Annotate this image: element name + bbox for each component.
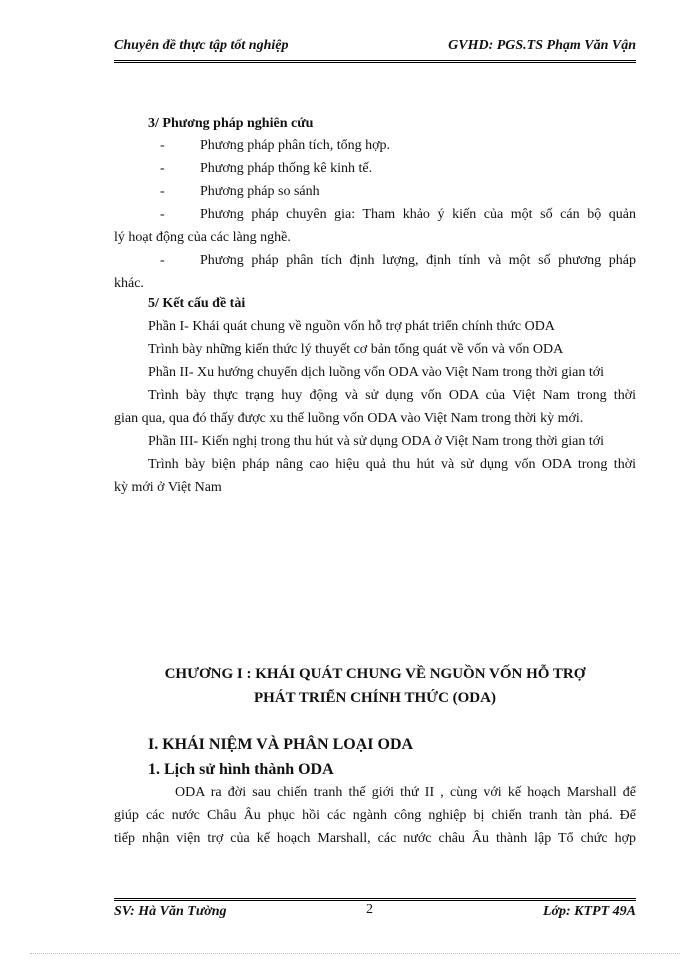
header-right: GVHD: PGS.TS Phạm Văn Vận	[448, 38, 636, 53]
list-item-continuation: khác.	[114, 276, 144, 291]
footer-right: Lớp: KTPT 49A	[542, 904, 636, 919]
structure-line: Trình bày thực trạng huy động và sử dụng vốn ODA của Việt Nam trong thời	[148, 388, 636, 403]
body-line: giúp các nước Châu Âu phục hồi các ngành công nghiệp bị chiến tranh tàn phá. Để	[114, 808, 636, 823]
footer-rule	[114, 898, 636, 901]
list-item: Phương pháp chuyên gia: Tham khảo ý kiến của một số cán bộ quản	[200, 207, 636, 222]
body-line: tiếp nhận viện trợ của kế hoạch Marshall, các nước châu Âu thành lập Tổ chức hợp	[114, 831, 636, 846]
page-edge-dotted-line	[30, 953, 680, 954]
section5-title: 5/ Kết cấu đề tài	[148, 296, 246, 311]
bullet-dash: -	[160, 138, 165, 153]
section3-title: 3/ Phương pháp nghiên cứu	[148, 116, 314, 131]
footer-left: SV: Hà Văn Tường	[114, 904, 227, 919]
bullet-dash: -	[160, 184, 165, 199]
page-header	[114, 38, 636, 60]
subsection-heading: 1. Lịch sử hình thành ODA	[148, 761, 334, 778]
list-item: Phương pháp phân tích định lượng, định tính và một số phương pháp	[200, 253, 636, 268]
structure-line: Phần I- Khái quát chung về nguồn vốn hỗ trợ phát triển chính thức ODA	[148, 319, 555, 334]
structure-line: gian qua, qua đó thấy được xu thế luồng vốn ODA vào Việt Nam trong thời kỳ mới.	[114, 411, 584, 426]
chapter-title-line2: PHÁT TRIỂN CHÍNH THỨC (ODA)	[254, 690, 496, 706]
body-line: ODA ra đời sau chiến tranh thế giới thứ II , cùng với kế hoạch Marshall để	[175, 785, 636, 800]
header-rule	[114, 60, 636, 63]
list-item: Phương pháp thống kê kinh tế.	[200, 161, 373, 176]
list-item: Phương pháp so sánh	[200, 184, 320, 199]
header-left: Chuyên đề thực tập tốt nghiệp	[114, 38, 289, 53]
bullet-dash: -	[160, 253, 165, 268]
bullet-dash: -	[160, 207, 165, 222]
structure-line: Phần II- Xu hướng chuyển dịch luồng vốn ODA vào Việt Nam trong thời gian tới	[148, 365, 605, 380]
structure-line: kỳ mới ở Việt Nam	[114, 480, 222, 495]
bullet-dash: -	[160, 161, 165, 176]
list-item-continuation: lý hoạt động của các làng nghề.	[114, 230, 291, 245]
chapter-title-line1: CHƯƠNG I : KHÁI QUÁT CHUNG VỀ NGUỒN VỐN HỖ TRỢ	[164, 666, 586, 682]
structure-line: Trình bày những kiến thức lý thuyết cơ bản tổng quát về vốn và vốn ODA	[148, 342, 564, 357]
structure-line: Phần III- Kiến nghị trong thu hút và sử dụng ODA ở Việt Nam trong thời gian tới	[148, 434, 605, 449]
list-item: Phương pháp phân tích, tổng hợp.	[200, 138, 390, 153]
page-number: 2	[366, 902, 373, 917]
structure-line: Trình bày biện pháp nâng cao hiệu quả thu hút và sử dụng vốn ODA trong thời	[148, 457, 636, 472]
section-heading: I. KHÁI NIỆM VÀ PHÂN LOẠI ODA	[148, 736, 414, 753]
